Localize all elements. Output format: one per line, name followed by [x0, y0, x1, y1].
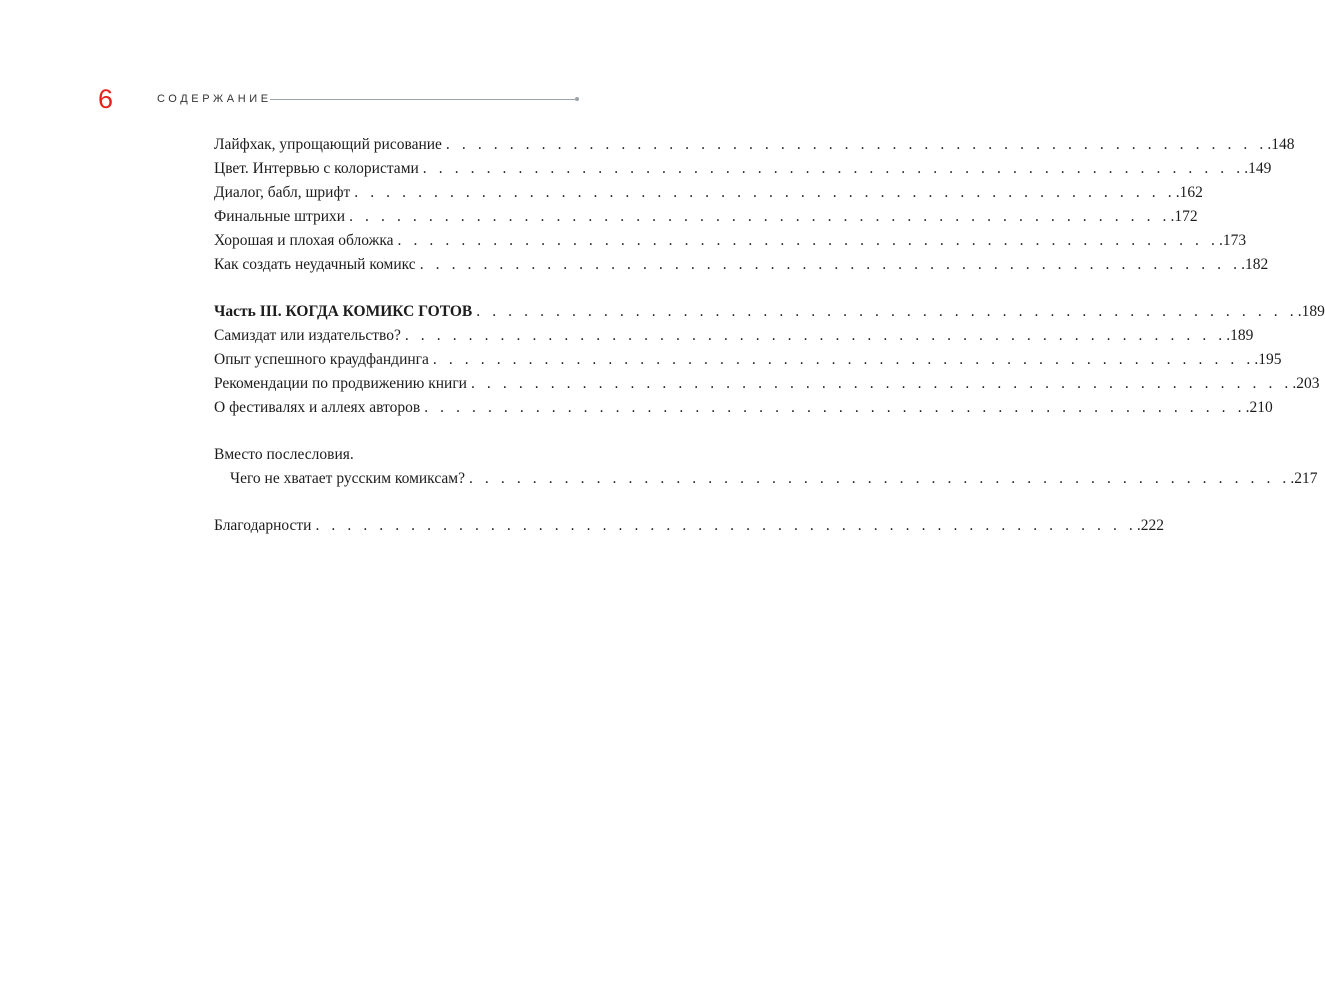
toc-entry-page: .210 — [1245, 399, 1273, 416]
toc-leader-dots: . . . . . . . . . . . . . . . . . . . . . . . . . . . . . . . . . . . . . . . . . . . . . . . . . . . . — [445, 136, 1268, 153]
section-spacer — [214, 277, 574, 300]
toc-entry-page: .148 — [1267, 136, 1295, 153]
toc-entry[interactable] — [214, 514, 1165, 538]
toc-entry-page: .189 — [1226, 327, 1254, 344]
running-head: СОДЕРЖАНИЕ — [157, 93, 272, 105]
toc-leader-dots: . . . . . . . . . . . . . . . . . . . . . . . . . . . . . . . . . . . . . . . . . . . . . . . . . . . . — [468, 470, 1291, 487]
toc-leader-dots: . . . . . . . . . . . . . . . . . . . . . . . . . . . . . . . . . . . . . . . . . . . . . . . . . . . . — [349, 208, 1171, 225]
toc-entry-title: Рекомендации по продвижению книги — [214, 375, 467, 392]
toc-entry-title: Цвет. Интервью с колористами — [214, 160, 419, 177]
toc-entry-title: Самиздат или издательство? — [214, 327, 401, 344]
toc-entry[interactable] — [214, 205, 1198, 229]
toc-entry-page: .182 — [1241, 256, 1269, 273]
toc-leader-dots: . . . . . . . . . . . . . . . . . . . . . . . . . . . . . . . . . . . . . . . . . . . . . . . . . . . . — [419, 256, 1242, 273]
toc-entry[interactable] — [214, 372, 1320, 396]
afterword-heading: Вместо послесловия. — [214, 446, 354, 463]
table-of-contents — [214, 133, 1325, 538]
page-number: 6 — [98, 84, 114, 114]
toc-entry[interactable] — [214, 396, 1273, 420]
toc-entry-page: .173 — [1218, 232, 1247, 249]
toc-entry-title: Чего не хватает русским комиксам? — [230, 470, 465, 487]
toc-entry-page: .203 — [1292, 375, 1320, 392]
toc-entry-title: Финальные штрихи — [214, 208, 346, 225]
toc-leader-dots: . . . . . . . . . . . . . . . . . . . . . . . . . . . . . . . . . . . . . . . . . . . . . . . . . . . . — [354, 184, 1176, 201]
toc-entry-page: .222 — [1136, 517, 1165, 534]
toc-entry-title: О фестивалях и аллеях авторов — [214, 399, 421, 416]
section-spacer — [214, 491, 574, 514]
toc-entry-title: Как создать неудачный комикс — [214, 256, 416, 273]
toc-entry[interactable] — [214, 157, 1272, 181]
toc-entry[interactable] — [214, 253, 1269, 277]
toc-part-title: Часть III. КОГДА КОМИКС ГОТОВ — [214, 303, 473, 320]
toc-entry[interactable] — [214, 229, 1247, 253]
toc-part-page: .189 — [1297, 303, 1325, 320]
toc-leader-dots: . . . . . . . . . . . . . . . . . . . . . . . . . . . . . . . . . . . . . . . . . . . . . . . . . . . . — [470, 375, 1293, 392]
toc-leader-dots: . . . . . . . . . . . . . . . . . . . . . . . . . . . . . . . . . . . . . . . . . . . . . . . . . . . . — [315, 517, 1137, 534]
header-rule — [270, 99, 575, 100]
toc-leader-dots: . . . . . . . . . . . . . . . . . . . . . . . . . . . . . . . . . . . . . . . . . . . . . . . . . . . . — [404, 327, 1227, 344]
toc-entry-page: .217 — [1290, 470, 1318, 487]
section-spacer — [214, 420, 574, 443]
toc-entry-title: Лайфхак, упрощающий рисование — [214, 136, 442, 153]
toc-entry[interactable] — [214, 467, 1318, 491]
toc-leader-dots: . . . . . . . . . . . . . . . . . . . . . . . . . . . . . . . . . . . . . . . . . . . . . . . . . . . . — [432, 351, 1255, 368]
toc-entry-title: Опыт успешного краудфандинга — [214, 351, 429, 368]
toc-leader-dots: . . . . . . . . . . . . . . . . . . . . . . . . . . . . . . . . . . . . . . . . . . . . . . . . . . . . — [422, 160, 1245, 177]
toc-entry[interactable] — [214, 324, 1254, 348]
toc-leader-dots: . . . . . . . . . . . . . . . . . . . . . . . . . . . . . . . . . . . . . . . . . . . . . . . . . . . . — [424, 399, 1246, 416]
header-rule-end-dot — [575, 97, 579, 101]
toc-entry-title: Хорошая и плохая обложка — [214, 232, 394, 249]
toc-part-entry[interactable] — [214, 300, 1325, 324]
toc-entry-page: .149 — [1244, 160, 1272, 177]
toc-entry-page: .172 — [1170, 208, 1198, 225]
toc-entry[interactable] — [214, 133, 1295, 157]
toc-leader-dots: . . . . . . . . . . . . . . . . . . . . . . . . . . . . . . . . . . . . . . . . . . . . . . . . . . . . — [476, 303, 1298, 320]
toc-entry[interactable] — [214, 181, 1203, 205]
toc-entry-title: Диалог, бабл, шрифт — [214, 184, 351, 201]
toc-entry-page: .162 — [1175, 184, 1203, 201]
toc-entry[interactable] — [214, 348, 1282, 372]
toc-entry-title: Благодарности — [214, 517, 312, 534]
toc-entry-page: .195 — [1254, 351, 1282, 368]
toc-leader-dots: . . . . . . . . . . . . . . . . . . . . . . . . . . . . . . . . . . . . . . . . . . . . . . . . . . . . — [397, 232, 1219, 249]
